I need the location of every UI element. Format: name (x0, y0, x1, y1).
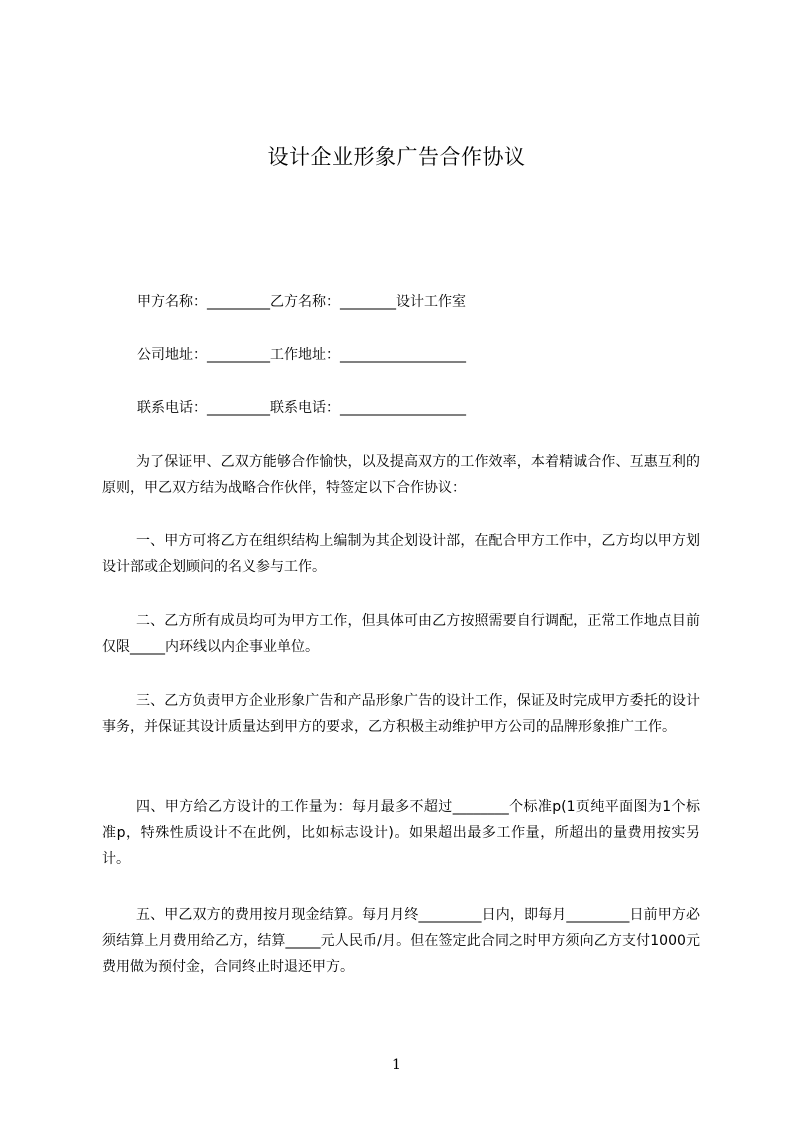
document-title: 设计企业形象广告合作协议 (267, 145, 526, 169)
clause-3-paragraph: 三、乙方负责甲方企业形象广告和产品形象广告的设计工作，保证及时完成甲方委托的设计事务，并保证其设计质量达到甲方的要求，乙方积极主动维护甲方公司的品牌形象推广工作。 (102, 693, 700, 735)
page-number: 1 (392, 1057, 401, 1073)
clause-1-paragraph: 一、甲方可将乙方在组织结构上编制为其企划设计部，在配合甲方工作中，乙方均以甲方划设计部或企划顾问的名义参与工作。 (102, 533, 700, 575)
clause-2-paragraph: 二、乙方所有成员均可为甲方工作，但具体可由乙方按照需要自行调配，正常工作地点目前仅限_____内环线以内企事业单位。 (102, 613, 700, 655)
intro-paragraph: 为了保证甲、乙双方能够合作愉快，以及提高双方的工作效率，本着精诚合作、互惠互利的原则，甲乙双方结为战略合作伙伴，特签定以下合作协议： (102, 454, 700, 496)
party-phone-line: 联系电话：_________联系电话：__________________ (137, 400, 466, 416)
party-address-line: 公司地址：_________工作地址：__________________ (137, 347, 466, 363)
clause-4-paragraph: 四、甲方给乙方设计的工作量为：每月最多不超过________个标准p(1页纯平面图为1个标准p，特殊性质设计不在此例，比如标志设计)。如果超出最多工作量，所超出的量费用按实另计。 (102, 799, 700, 867)
clause-5-paragraph: 五、甲乙双方的费用按月现金结算。每月月终_________日内，即每月_________日前甲方必须结算上月费用给乙方，结算_____元人民币/月。但在签定此合同之时甲方须向乙方支付1000元费用做为预付金，合同终止时退还甲方。 (102, 907, 700, 975)
party-name-line: 甲方名称：_________乙方名称：________设计工作室 (137, 294, 466, 310)
